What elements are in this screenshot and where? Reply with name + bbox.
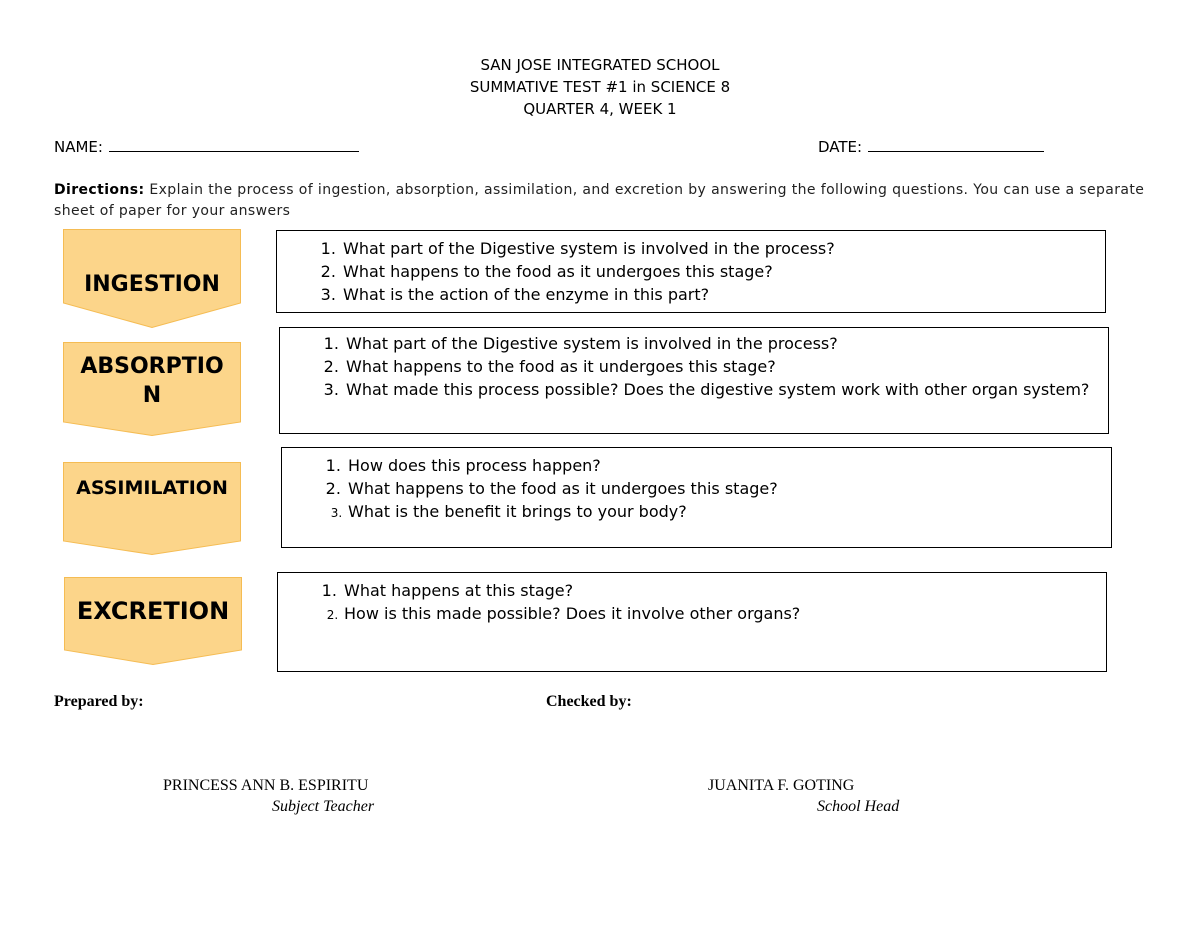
arrow-excretion <box>64 577 242 665</box>
question-item: 1. What happens at this stage? <box>342 579 1106 602</box>
question-item: 3. What made this process possible? Does the digestive system work with other organ system? <box>344 378 1108 401</box>
arrow-assimilation <box>63 462 241 555</box>
name-field <box>54 138 359 156</box>
section-label-excretion: EXCRETION <box>76 597 230 625</box>
question-item: 2. What happens to the food as it undergoes this stage? <box>344 355 1108 378</box>
school-name: SAN JOSE INTEGRATED SCHOOL <box>480 56 720 74</box>
question-item: 1. What part of the Digestive system is involved in the process? <box>341 237 1105 260</box>
directions-label: Directions: <box>54 182 145 198</box>
section-label-absorption: ABSORPTION <box>80 354 224 408</box>
date-field <box>818 138 1044 156</box>
question-item: 3. What is the benefit it brings to your body? <box>346 500 1111 523</box>
test-title: SUMMATIVE TEST #1 in SCIENCE 8 <box>469 78 731 96</box>
question-item: 2. How is this made possible? Does it involve other organs? <box>342 602 1106 625</box>
checked-by-label: Checked by: <box>546 693 632 710</box>
section-label-ingestion: INGESTION <box>84 272 220 297</box>
question-item: 2. What happens to the food as it undergoes this stage? <box>341 260 1105 283</box>
questions-box-excretion <box>277 572 1107 672</box>
directions <box>54 180 1146 222</box>
quarter-week: QUARTER 4, WEEK 1 <box>523 100 677 118</box>
question-item: 2. What happens to the food as it undergoes this stage? <box>346 477 1111 500</box>
preparer-role: Subject Teacher <box>272 798 375 815</box>
section-label-assimilation: ASSIMILATION <box>76 477 228 499</box>
question-item: 1. How does this process happen? <box>346 454 1111 477</box>
prepared-by-label: Prepared by: <box>54 693 144 710</box>
questions-box-ingestion <box>276 230 1106 313</box>
arrow-absorption <box>63 342 241 436</box>
date-label: DATE: <box>818 138 863 156</box>
checker-role: School Head <box>817 798 900 815</box>
checker-name: JUANITA F. GOTING <box>708 777 855 794</box>
question-item: 3. What is the action of the enzyme in this part? <box>341 283 1105 306</box>
document-header <box>0 54 1200 120</box>
directions-text: Explain the process of ingestion, absorption, assimilation, and excretion by answering the following questions. You can use a separate sheet of paper for your answers <box>54 182 1145 219</box>
question-item: 1. What part of the Digestive system is involved in the process? <box>344 332 1108 355</box>
date-blank-line[interactable] <box>868 139 1044 152</box>
questions-box-assimilation <box>281 447 1112 548</box>
name-blank-line[interactable] <box>109 139 359 152</box>
arrow-ingestion <box>63 229 241 328</box>
preparer-name: PRINCESS ANN B. ESPIRITU <box>163 777 369 794</box>
name-label: NAME: <box>54 138 103 156</box>
questions-box-absorption <box>279 327 1109 434</box>
